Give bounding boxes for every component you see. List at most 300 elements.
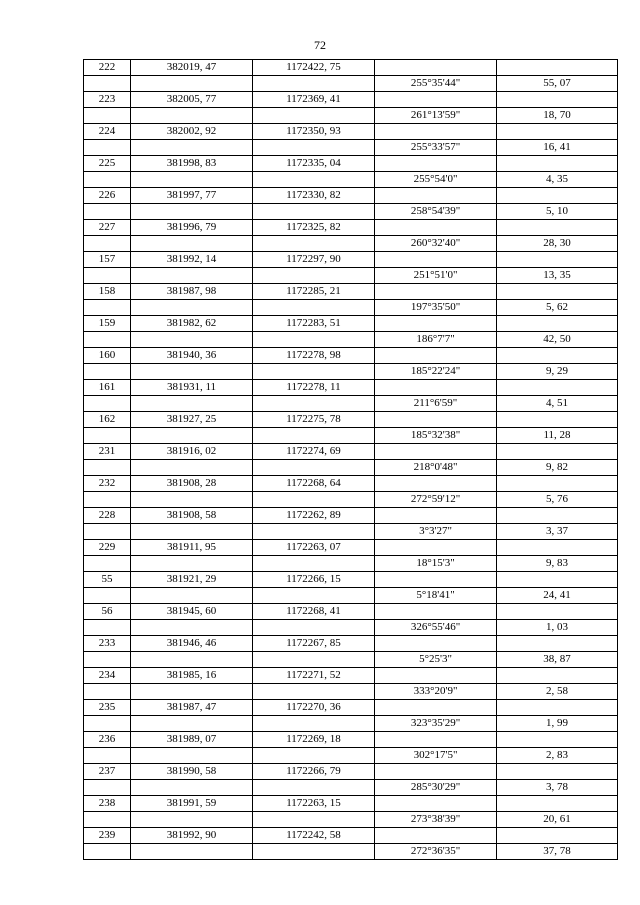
empty-cell	[497, 796, 618, 812]
empty-cell	[497, 92, 618, 108]
point-id-cell: 158	[84, 284, 131, 300]
y-coordinate-cell: 1172266, 79	[253, 764, 375, 780]
empty-cell	[375, 604, 497, 620]
empty-cell	[375, 476, 497, 492]
empty-cell	[131, 268, 253, 284]
empty-cell	[131, 620, 253, 636]
segment-row	[84, 204, 618, 220]
y-coordinate-cell: 1172268, 64	[253, 476, 375, 492]
y-coordinate-cell: 1172270, 36	[253, 700, 375, 716]
x-coordinate-cell: 381992, 90	[131, 828, 253, 844]
empty-cell	[84, 396, 131, 412]
empty-cell	[131, 780, 253, 796]
coordinates-table	[83, 59, 618, 860]
point-id-cell: 56	[84, 604, 131, 620]
point-row	[84, 636, 618, 652]
empty-cell	[84, 172, 131, 188]
point-row	[84, 828, 618, 844]
segment-row	[84, 364, 618, 380]
direction-angle-cell: 326°55'46"	[375, 620, 497, 636]
segment-row	[84, 492, 618, 508]
empty-cell	[84, 364, 131, 380]
point-row	[84, 92, 618, 108]
segment-length-cell: 4, 51	[497, 396, 618, 412]
segment-length-cell: 3, 37	[497, 524, 618, 540]
empty-cell	[84, 524, 131, 540]
empty-cell	[131, 492, 253, 508]
empty-cell	[497, 188, 618, 204]
empty-cell	[253, 268, 375, 284]
point-id-cell: 234	[84, 668, 131, 684]
segment-row	[84, 428, 618, 444]
empty-cell	[84, 236, 131, 252]
empty-cell	[497, 572, 618, 588]
empty-cell	[253, 556, 375, 572]
empty-cell	[84, 108, 131, 124]
segment-row	[84, 780, 618, 796]
empty-cell	[375, 444, 497, 460]
segment-length-cell: 55, 07	[497, 76, 618, 92]
point-id-cell: 226	[84, 188, 131, 204]
segment-row	[84, 556, 618, 572]
segment-row	[84, 716, 618, 732]
direction-angle-cell: 258°54'39"	[375, 204, 497, 220]
direction-angle-cell: 272°59'12"	[375, 492, 497, 508]
segment-row	[84, 76, 618, 92]
y-coordinate-cell: 1172278, 11	[253, 380, 375, 396]
point-id-cell: 159	[84, 316, 131, 332]
direction-angle-cell: 211°6'59"	[375, 396, 497, 412]
empty-cell	[84, 812, 131, 828]
segment-row	[84, 844, 618, 860]
empty-cell	[497, 668, 618, 684]
y-coordinate-cell: 1172297, 90	[253, 252, 375, 268]
direction-angle-cell: 255°35'44"	[375, 76, 497, 92]
empty-cell	[84, 332, 131, 348]
point-row	[84, 668, 618, 684]
empty-cell	[253, 844, 375, 860]
segment-length-cell: 2, 83	[497, 748, 618, 764]
direction-angle-cell: 197°35'50"	[375, 300, 497, 316]
direction-angle-cell: 260°32'40"	[375, 236, 497, 252]
empty-cell	[84, 428, 131, 444]
point-row	[84, 604, 618, 620]
x-coordinate-cell: 381992, 14	[131, 252, 253, 268]
empty-cell	[253, 428, 375, 444]
empty-cell	[375, 700, 497, 716]
empty-cell	[497, 348, 618, 364]
y-coordinate-cell: 1172263, 15	[253, 796, 375, 812]
direction-angle-cell: 218°0'48"	[375, 460, 497, 476]
empty-cell	[253, 332, 375, 348]
point-row	[84, 764, 618, 780]
empty-cell	[84, 844, 131, 860]
empty-cell	[375, 284, 497, 300]
point-row	[84, 188, 618, 204]
empty-cell	[84, 652, 131, 668]
segment-length-cell: 28, 30	[497, 236, 618, 252]
empty-cell	[497, 828, 618, 844]
segment-length-cell: 3, 78	[497, 780, 618, 796]
point-id-cell: 160	[84, 348, 131, 364]
empty-cell	[84, 140, 131, 156]
empty-cell	[497, 508, 618, 524]
point-row	[84, 732, 618, 748]
segment-length-cell: 5, 62	[497, 300, 618, 316]
segment-length-cell: 38, 87	[497, 652, 618, 668]
empty-cell	[375, 412, 497, 428]
empty-cell	[131, 524, 253, 540]
segment-length-cell: 9, 83	[497, 556, 618, 572]
segment-length-cell: 42, 50	[497, 332, 618, 348]
segment-row	[84, 524, 618, 540]
point-row	[84, 380, 618, 396]
segment-row	[84, 236, 618, 252]
x-coordinate-cell: 381940, 36	[131, 348, 253, 364]
page-number: 72	[314, 38, 326, 52]
empty-cell	[253, 460, 375, 476]
segment-length-cell: 13, 35	[497, 268, 618, 284]
x-coordinate-cell: 381991, 59	[131, 796, 253, 812]
empty-cell	[375, 348, 497, 364]
direction-angle-cell: 255°33'57"	[375, 140, 497, 156]
point-id-cell: 238	[84, 796, 131, 812]
empty-cell	[131, 108, 253, 124]
x-coordinate-cell: 381987, 98	[131, 284, 253, 300]
y-coordinate-cell: 1172278, 98	[253, 348, 375, 364]
point-row	[84, 348, 618, 364]
segment-length-cell: 1, 99	[497, 716, 618, 732]
point-id-cell: 235	[84, 700, 131, 716]
point-row	[84, 60, 618, 76]
empty-cell	[375, 92, 497, 108]
segment-length-cell: 11, 28	[497, 428, 618, 444]
empty-cell	[84, 684, 131, 700]
x-coordinate-cell: 381931, 11	[131, 380, 253, 396]
segment-row	[84, 812, 618, 828]
empty-cell	[131, 364, 253, 380]
direction-angle-cell: 5°18'41"	[375, 588, 497, 604]
point-id-cell: 162	[84, 412, 131, 428]
empty-cell	[375, 636, 497, 652]
segment-length-cell: 1, 03	[497, 620, 618, 636]
y-coordinate-cell: 1172268, 41	[253, 604, 375, 620]
segment-row	[84, 172, 618, 188]
empty-cell	[84, 204, 131, 220]
segment-row	[84, 300, 618, 316]
x-coordinate-cell: 381989, 07	[131, 732, 253, 748]
empty-cell	[253, 396, 375, 412]
x-coordinate-cell: 381987, 47	[131, 700, 253, 716]
point-id-cell: 239	[84, 828, 131, 844]
point-id-cell: 228	[84, 508, 131, 524]
empty-cell	[375, 60, 497, 76]
x-coordinate-cell: 381921, 29	[131, 572, 253, 588]
x-coordinate-cell: 382005, 77	[131, 92, 253, 108]
point-id-cell: 227	[84, 220, 131, 236]
point-row	[84, 412, 618, 428]
point-id-cell: 222	[84, 60, 131, 76]
empty-cell	[131, 556, 253, 572]
point-row	[84, 252, 618, 268]
empty-cell	[253, 620, 375, 636]
y-coordinate-cell: 1172274, 69	[253, 444, 375, 460]
x-coordinate-cell: 381927, 25	[131, 412, 253, 428]
empty-cell	[131, 396, 253, 412]
point-id-cell: 223	[84, 92, 131, 108]
empty-cell	[131, 140, 253, 156]
empty-cell	[84, 556, 131, 572]
segment-row	[84, 396, 618, 412]
x-coordinate-cell: 381908, 28	[131, 476, 253, 492]
empty-cell	[84, 716, 131, 732]
point-id-cell: 224	[84, 124, 131, 140]
segment-row	[84, 108, 618, 124]
empty-cell	[253, 76, 375, 92]
point-id-cell: 229	[84, 540, 131, 556]
empty-cell	[497, 284, 618, 300]
y-coordinate-cell: 1172325, 82	[253, 220, 375, 236]
direction-angle-cell: 255°54'0"	[375, 172, 497, 188]
y-coordinate-cell: 1172285, 21	[253, 284, 375, 300]
empty-cell	[131, 172, 253, 188]
empty-cell	[253, 236, 375, 252]
empty-cell	[253, 780, 375, 796]
direction-angle-cell: 185°32'38"	[375, 428, 497, 444]
direction-angle-cell: 272°36'35"	[375, 844, 497, 860]
empty-cell	[84, 460, 131, 476]
point-row	[84, 700, 618, 716]
empty-cell	[84, 76, 131, 92]
direction-angle-cell: 302°17'5"	[375, 748, 497, 764]
empty-cell	[84, 748, 131, 764]
point-id-cell: 232	[84, 476, 131, 492]
direction-angle-cell: 323°35'29"	[375, 716, 497, 732]
empty-cell	[84, 268, 131, 284]
empty-cell	[131, 684, 253, 700]
empty-cell	[253, 684, 375, 700]
empty-cell	[497, 764, 618, 780]
empty-cell	[375, 124, 497, 140]
empty-cell	[253, 300, 375, 316]
direction-angle-cell: 3°3'27"	[375, 524, 497, 540]
point-id-cell: 161	[84, 380, 131, 396]
empty-cell	[375, 380, 497, 396]
empty-cell	[497, 412, 618, 428]
direction-angle-cell: 273°38'39"	[375, 812, 497, 828]
point-row	[84, 156, 618, 172]
y-coordinate-cell: 1172330, 82	[253, 188, 375, 204]
point-row	[84, 220, 618, 236]
point-id-cell: 55	[84, 572, 131, 588]
segment-row	[84, 588, 618, 604]
empty-cell	[131, 460, 253, 476]
empty-cell	[131, 812, 253, 828]
empty-cell	[253, 140, 375, 156]
empty-cell	[253, 652, 375, 668]
empty-cell	[253, 172, 375, 188]
empty-cell	[131, 204, 253, 220]
x-coordinate-cell: 381945, 60	[131, 604, 253, 620]
x-coordinate-cell: 381990, 58	[131, 764, 253, 780]
point-row	[84, 476, 618, 492]
x-coordinate-cell: 381998, 83	[131, 156, 253, 172]
empty-cell	[253, 748, 375, 764]
empty-cell	[131, 716, 253, 732]
empty-cell	[375, 508, 497, 524]
segment-row	[84, 620, 618, 636]
empty-cell	[497, 700, 618, 716]
segment-length-cell: 4, 35	[497, 172, 618, 188]
empty-cell	[375, 796, 497, 812]
y-coordinate-cell: 1172369, 41	[253, 92, 375, 108]
direction-angle-cell: 261°13'59"	[375, 108, 497, 124]
empty-cell	[131, 332, 253, 348]
segment-row	[84, 332, 618, 348]
direction-angle-cell: 186°7'7"	[375, 332, 497, 348]
y-coordinate-cell: 1172422, 75	[253, 60, 375, 76]
empty-cell	[497, 156, 618, 172]
segment-length-cell: 18, 70	[497, 108, 618, 124]
empty-cell	[253, 524, 375, 540]
point-id-cell: 236	[84, 732, 131, 748]
y-coordinate-cell: 1172275, 78	[253, 412, 375, 428]
segment-length-cell: 16, 41	[497, 140, 618, 156]
direction-angle-cell: 18°15'3"	[375, 556, 497, 572]
empty-cell	[497, 380, 618, 396]
empty-cell	[253, 364, 375, 380]
empty-cell	[497, 124, 618, 140]
y-coordinate-cell: 1172267, 85	[253, 636, 375, 652]
empty-cell	[375, 732, 497, 748]
point-id-cell: 157	[84, 252, 131, 268]
segment-length-cell: 2, 58	[497, 684, 618, 700]
segment-length-cell: 9, 29	[497, 364, 618, 380]
empty-cell	[84, 588, 131, 604]
point-row	[84, 572, 618, 588]
point-id-cell: 237	[84, 764, 131, 780]
empty-cell	[84, 780, 131, 796]
y-coordinate-cell: 1172269, 18	[253, 732, 375, 748]
point-row	[84, 540, 618, 556]
empty-cell	[131, 844, 253, 860]
segment-length-cell: 20, 61	[497, 812, 618, 828]
empty-cell	[375, 572, 497, 588]
y-coordinate-cell: 1172283, 51	[253, 316, 375, 332]
empty-cell	[253, 812, 375, 828]
direction-angle-cell: 285°30'29"	[375, 780, 497, 796]
empty-cell	[375, 668, 497, 684]
coordinates-table-body	[84, 60, 618, 860]
empty-cell	[375, 156, 497, 172]
empty-cell	[497, 540, 618, 556]
empty-cell	[497, 636, 618, 652]
empty-cell	[375, 188, 497, 204]
segment-row	[84, 652, 618, 668]
empty-cell	[375, 316, 497, 332]
empty-cell	[253, 108, 375, 124]
empty-cell	[131, 428, 253, 444]
empty-cell	[253, 492, 375, 508]
empty-cell	[253, 716, 375, 732]
empty-cell	[131, 748, 253, 764]
empty-cell	[131, 652, 253, 668]
segment-row	[84, 268, 618, 284]
direction-angle-cell: 5°25'3"	[375, 652, 497, 668]
empty-cell	[375, 828, 497, 844]
empty-cell	[375, 220, 497, 236]
x-coordinate-cell: 381908, 58	[131, 508, 253, 524]
empty-cell	[375, 540, 497, 556]
direction-angle-cell: 333°20'9"	[375, 684, 497, 700]
empty-cell	[131, 76, 253, 92]
y-coordinate-cell: 1172271, 52	[253, 668, 375, 684]
segment-row	[84, 748, 618, 764]
empty-cell	[497, 604, 618, 620]
empty-cell	[497, 732, 618, 748]
segment-length-cell: 5, 76	[497, 492, 618, 508]
x-coordinate-cell: 382019, 47	[131, 60, 253, 76]
y-coordinate-cell: 1172350, 93	[253, 124, 375, 140]
segment-length-cell: 9, 82	[497, 460, 618, 476]
x-coordinate-cell: 381997, 77	[131, 188, 253, 204]
y-coordinate-cell: 1172266, 15	[253, 572, 375, 588]
empty-cell	[375, 252, 497, 268]
x-coordinate-cell: 381996, 79	[131, 220, 253, 236]
y-coordinate-cell: 1172262, 89	[253, 508, 375, 524]
empty-cell	[497, 444, 618, 460]
direction-angle-cell: 251°51'0"	[375, 268, 497, 284]
empty-cell	[84, 492, 131, 508]
y-coordinate-cell: 1172335, 04	[253, 156, 375, 172]
point-id-cell: 225	[84, 156, 131, 172]
x-coordinate-cell: 382002, 92	[131, 124, 253, 140]
empty-cell	[497, 476, 618, 492]
empty-cell	[84, 300, 131, 316]
empty-cell	[253, 588, 375, 604]
empty-cell	[497, 252, 618, 268]
point-row	[84, 124, 618, 140]
empty-cell	[84, 620, 131, 636]
x-coordinate-cell: 381946, 46	[131, 636, 253, 652]
point-row	[84, 444, 618, 460]
empty-cell	[497, 60, 618, 76]
y-coordinate-cell: 1172263, 07	[253, 540, 375, 556]
empty-cell	[131, 588, 253, 604]
y-coordinate-cell: 1172242, 58	[253, 828, 375, 844]
point-row	[84, 796, 618, 812]
x-coordinate-cell: 381916, 02	[131, 444, 253, 460]
point-row	[84, 284, 618, 300]
empty-cell	[497, 316, 618, 332]
empty-cell	[253, 204, 375, 220]
segment-row	[84, 460, 618, 476]
x-coordinate-cell: 381911, 95	[131, 540, 253, 556]
segment-row	[84, 684, 618, 700]
empty-cell	[375, 764, 497, 780]
point-row	[84, 316, 618, 332]
x-coordinate-cell: 381985, 16	[131, 668, 253, 684]
point-id-cell: 231	[84, 444, 131, 460]
point-id-cell: 233	[84, 636, 131, 652]
point-row	[84, 508, 618, 524]
segment-row	[84, 140, 618, 156]
empty-cell	[497, 220, 618, 236]
segment-length-cell: 37, 78	[497, 844, 618, 860]
segment-length-cell: 5, 10	[497, 204, 618, 220]
empty-cell	[131, 300, 253, 316]
empty-cell	[131, 236, 253, 252]
